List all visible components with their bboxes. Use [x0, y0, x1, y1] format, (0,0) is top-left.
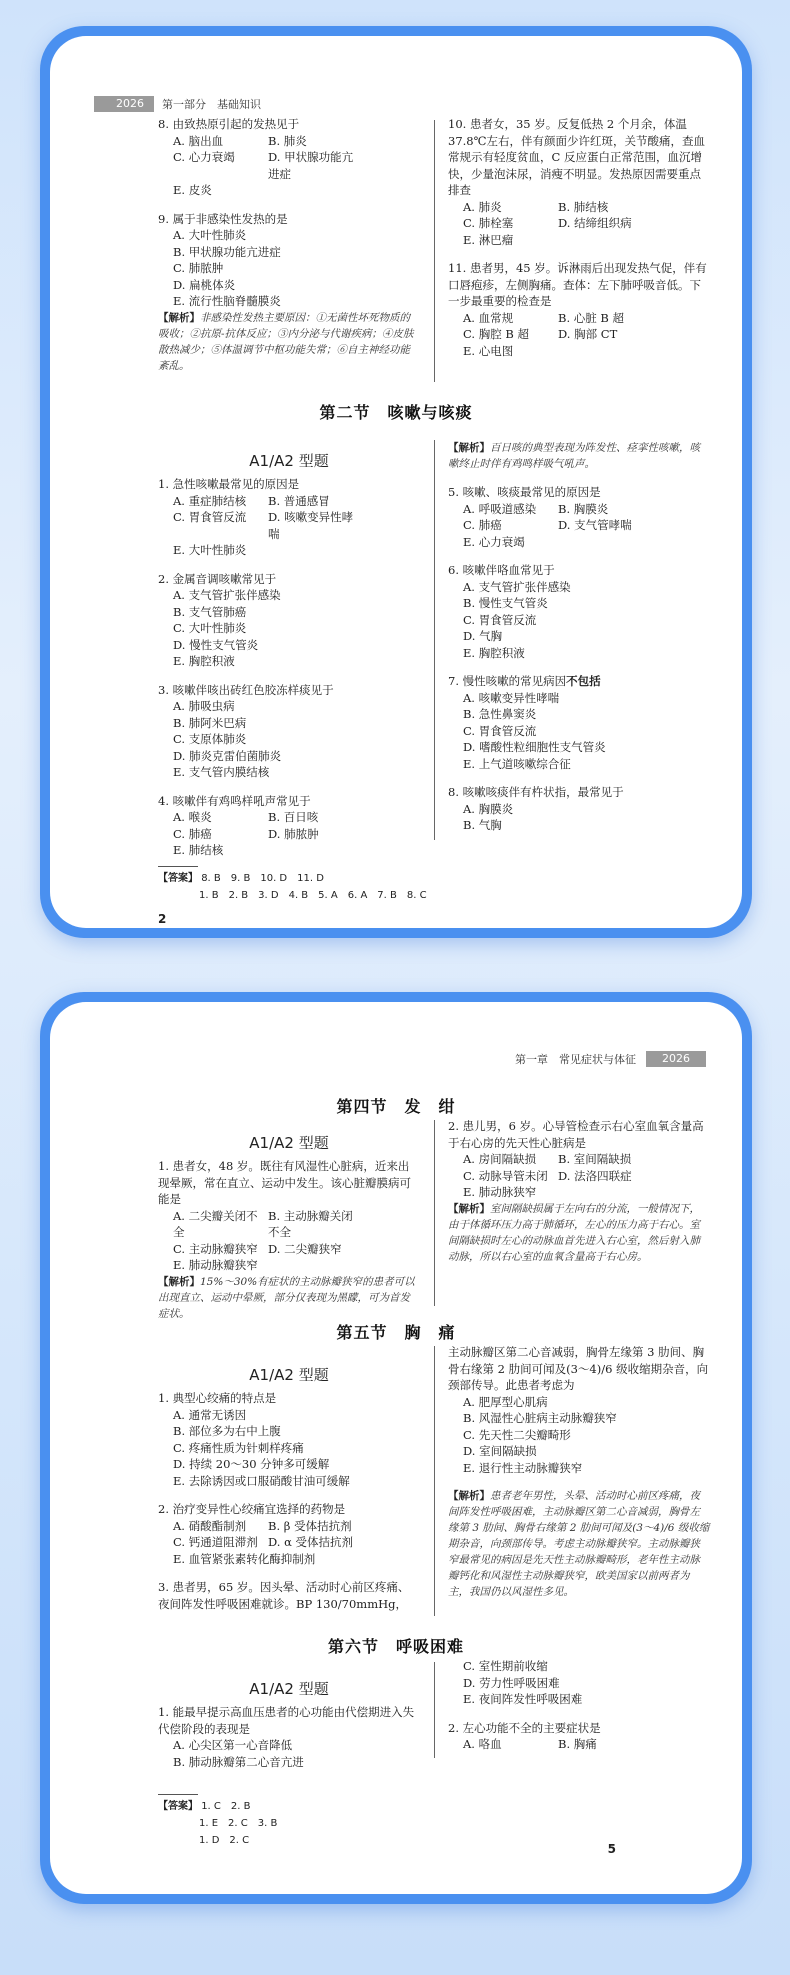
option-list [158, 809, 420, 859]
answer-option: C. 支原体肺炎 [173, 732, 247, 746]
question-stem [158, 793, 420, 810]
option-row [463, 199, 710, 216]
answer-option: B. 心脏 B 超 [558, 310, 625, 325]
answer-option: D. 结缔组织病 [558, 216, 632, 230]
answer-option: E. 心力衰竭 [463, 534, 525, 549]
page-number: 5 [607, 1842, 616, 1856]
question-type-title: A1/A2 型题 [249, 1680, 329, 1698]
answer-option: E. 大叶性肺炎 [173, 543, 247, 557]
question-block [158, 1158, 420, 1322]
column-divider [434, 440, 435, 840]
answer-option: E. 夜间阵发性呼吸困难 [463, 1692, 583, 1706]
option-row [173, 1534, 420, 1551]
question-block [158, 1390, 420, 1489]
option-row [463, 501, 710, 518]
option-list [448, 310, 710, 360]
question-stem [448, 1720, 710, 1737]
answer-option: A. 咳嗽变异性哮喘 [463, 690, 560, 705]
question-stem [158, 1579, 420, 1612]
option-list [158, 1737, 420, 1770]
option-list [448, 1736, 710, 1753]
question-block [158, 116, 420, 199]
question-block [158, 682, 420, 781]
answer-option: B. 肺炎 [268, 133, 307, 148]
question-stem [158, 1704, 420, 1737]
answer-option: A. 脑出血 [173, 133, 224, 148]
answer-option: C. 肺癌 [173, 826, 212, 841]
left-column-bottom [158, 476, 420, 871]
answer-option: A. 重症肺结核 [173, 493, 247, 508]
question-block [158, 571, 420, 670]
question-stem [448, 116, 710, 199]
question-block [158, 476, 420, 559]
option-list [158, 1407, 420, 1490]
option-list [158, 1518, 420, 1568]
column-divider [434, 1662, 435, 1758]
answer-option: A. 硝酸酯制剂 [173, 1518, 247, 1533]
analysis-label: 【解析】 [158, 311, 200, 324]
question-stem [448, 1118, 710, 1151]
question-stem [448, 260, 710, 310]
answer-option: D. α 受体拮抗剂 [268, 1535, 354, 1549]
question-stem-text: 7. 慢性咳嗽的常见病因 [448, 674, 567, 688]
answer-option: D. 法洛四联症 [558, 1168, 632, 1183]
answer-option: B. 百日咳 [268, 810, 319, 824]
question-stem-text: 11. 患者男，45 岁。诉淋雨后出现发热气促，伴有口唇疱疹，左侧胸痛。查体：左下肺呼吸音低。下一步最重要的检查是 [448, 261, 707, 308]
section4-right [448, 1118, 710, 1277]
answer-option: B. 肺阿米巴病 [173, 715, 247, 730]
page-paper-2 [50, 1002, 742, 1894]
question-block [448, 116, 710, 248]
answer-option: C. 胃食管反流 [463, 723, 537, 738]
question-stem-text: 3. 患者男，65 岁。因头晕、活动时心前区疼痛、夜间阵发性呼吸困难就诊。BP 130/70mmHg， [158, 1580, 410, 1611]
answer-option: C. 动脉导管未闭 [463, 1168, 548, 1183]
option-list [448, 690, 710, 773]
question-block [448, 562, 710, 661]
question-stem [158, 116, 420, 133]
answer-option: E. 肺结核 [173, 843, 224, 857]
option-list [158, 227, 420, 310]
year-tag: 2026 [94, 96, 154, 112]
answer-option: A. 肺炎 [463, 199, 502, 214]
page-card-1 [40, 26, 752, 938]
question-stem-text: 6. 咳嗽伴咯血常见于 [448, 563, 555, 577]
question-stem [158, 1390, 420, 1407]
option-list [448, 501, 710, 551]
answer-option: E. 退行性主动脉瓣狭窄 [463, 1460, 583, 1475]
left-column-top [158, 116, 420, 386]
answer-option: C. 疼痛性质为针刺样疼痛 [173, 1440, 304, 1455]
section6-right [448, 1658, 710, 1765]
answer-option: E. 上气道咳嗽综合征 [463, 756, 571, 771]
section5-left [158, 1390, 420, 1624]
question-block [158, 1704, 420, 1770]
answer-option: D. 肺炎克雷伯菌肺炎 [173, 748, 282, 763]
question-stem [158, 1501, 420, 1518]
question-stem [448, 562, 710, 579]
answer-option: D. 扁桃体炎 [173, 277, 236, 292]
question-stem-text: 2. 金属音调咳嗽常见于 [158, 571, 277, 586]
question-type-title: A1/A2 型题 [249, 452, 329, 470]
answer-option: D. 室间隔缺损 [463, 1444, 537, 1458]
answer-option: E. 去除诱因或口服硝酸甘油可缓解 [173, 1473, 350, 1488]
option-row [463, 326, 710, 343]
page-card-2 [40, 992, 752, 1904]
option-list [158, 1208, 420, 1274]
answer-option: B. 主动脉瓣关闭不全 [268, 1208, 353, 1239]
analysis-text: 非感染性发热主要原因：①无菌性坏死物质的吸收；②抗原-抗体反应；③内分泌与代谢疾病；④皮肤散热减少；⑤体温调节中枢功能失常；⑥自主神经功能紊乱。 [158, 311, 414, 372]
option-row [173, 1518, 420, 1535]
question-block [448, 484, 710, 550]
option-row [173, 493, 420, 510]
answer-option: E. 心电图 [463, 343, 514, 358]
analysis [158, 1274, 420, 1322]
option-row [173, 826, 420, 843]
question-stem-text: 2. 患儿男，6 岁。心导管检查示右心室血氧含量高于右心房的先天性心脏病是 [448, 1119, 704, 1150]
option-row [463, 215, 710, 232]
option-list [448, 1151, 710, 1201]
analysis-label: 【解析】 [448, 1202, 490, 1215]
question-block [158, 1579, 420, 1612]
question-stem-text: 4. 咳嗽伴有鸡鸣样吼声常见于 [158, 793, 311, 808]
question-block [448, 784, 710, 834]
answer-option: E. 淋巴瘤 [463, 232, 514, 247]
page-header [94, 96, 261, 112]
answer-option: E. 流行性脑脊髓膜炎 [173, 294, 281, 308]
answer-option: E. 肺动脉瓣狭窄 [173, 1258, 258, 1272]
answer-option: D. 甲状腺功能亢进症 [268, 150, 354, 181]
answer-option: A. 支气管扩张伴感染 [173, 588, 281, 602]
option-row [463, 517, 710, 534]
header-title: 第一部分 基础知识 [162, 98, 261, 111]
answer-option: E. 胸腔积液 [173, 654, 235, 668]
question-block [448, 1118, 710, 1265]
option-row [173, 1241, 420, 1258]
analysis [158, 310, 420, 374]
page-header [507, 1051, 706, 1067]
section5-right [448, 1344, 710, 1612]
answer-option: D. 二尖瓣狭窄 [268, 1241, 342, 1256]
answer-option: B. 胸膜炎 [558, 501, 609, 516]
section6-left [158, 1704, 420, 1782]
section-title: 第四节 发 绀 [336, 1097, 456, 1116]
answer-option: B. 部位多为右中上腹 [173, 1424, 281, 1438]
answer-option: D. 慢性支气管炎 [173, 637, 259, 652]
answer-option: A. 肺吸虫病 [173, 699, 235, 713]
question-stem-text: 2. 左心功能不全的主要症状是 [448, 1720, 601, 1735]
answer-option: B. 室间隔缺损 [558, 1152, 632, 1166]
question-stem-text: 10. 患者女，35 岁。反复低热 2 个月余，体温 37.8℃左右，伴有颜面少许红斑，关节酸痛，查血常规示有轻度贫血，C 反应蛋白正常范围，血沉增快，少量泡沫尿，消瘦不明显。发热原因需要重点排查 [448, 117, 705, 197]
option-list [158, 493, 420, 559]
question-type-title: A1/A2 型题 [249, 1366, 329, 1384]
page-paper-1 [50, 36, 742, 928]
answer-key: 【答案】 8. B 9. B 10. D 11. D 1. B 2. B 3. D 4. B 5. A 6. A 7. B 8. C [158, 866, 427, 904]
answer-option: A. 支气管扩张伴感染 [463, 579, 571, 594]
answer-option: C. 室性期前收缩 [463, 1659, 548, 1673]
question-stem-text: 8. 由致热原引起的发热见于 [158, 117, 300, 131]
answer-option: C. 钙通道阻滞剂 [173, 1535, 258, 1549]
question-stem-text: 5. 咳嗽、咳痰最常见的原因是 [448, 485, 601, 499]
option-row [173, 509, 420, 542]
answer-option: C. 胃食管反流 [463, 612, 537, 627]
answer-option: C. 胃食管反流 [173, 510, 247, 524]
answer-option: C. 大叶性肺炎 [173, 621, 247, 635]
answer-option: D. 持续 20～30 分钟多可缓解 [173, 1457, 330, 1471]
question-stem-text: 8. 咳嗽咳痰伴有杵状指，最常见于 [448, 785, 624, 799]
option-row [463, 1736, 710, 1753]
question-stem [158, 211, 420, 228]
answer-option: B. 支气管肺癌 [173, 604, 247, 619]
answer-option: E. 皮炎 [173, 183, 212, 197]
question-stem-text: 1. 患者女，48 岁。既往有风湿性心脏病，近来出现晕厥，常在直立、运动中发生。该心脏瓣膜病可能是 [158, 1159, 411, 1206]
answer-option: D. 咳嗽变异性哮喘 [268, 510, 354, 541]
answer-option: A. 胸膜炎 [463, 801, 514, 816]
answer-option: A. 咯血 [463, 1737, 502, 1751]
section-title: 第二节 咳嗽与咳痰 [319, 403, 473, 422]
question-stem-text: 1. 能最早提示高血压患者的心功能由代偿期进入失代偿阶段的表现是 [158, 1705, 415, 1736]
answer-option: B. 普通感冒 [268, 493, 330, 508]
question-block [448, 1720, 710, 1753]
question-block [158, 1501, 420, 1567]
question-stem [448, 484, 710, 501]
option-row [463, 1168, 710, 1185]
option-row [173, 149, 420, 182]
option-list [448, 801, 710, 834]
option-list [448, 579, 710, 662]
question-stem-text: 1. 急性咳嗽最常见的原因是 [158, 477, 300, 491]
option-list [158, 587, 420, 670]
answer-option: D. 胸部 CT [558, 327, 618, 341]
section-title: 第六节 呼吸困难 [327, 1637, 464, 1656]
answer-option: B. 甲状腺功能亢进症 [173, 244, 281, 259]
header-title: 第一章 常见症状与体征 [515, 1053, 636, 1066]
answer-option: B. 慢性支气管炎 [463, 596, 548, 610]
question-stem-emphasis: 不包括 [566, 674, 601, 688]
answer-option: A. 血常规 [463, 310, 514, 325]
answer-key: 【答案】 1. C 2. B 1. E 2. C 3. B 1. D 2. C [158, 1794, 277, 1849]
answer-option: A. 房间隔缺损 [463, 1152, 537, 1166]
answer-option: D. 支气管哮喘 [558, 518, 632, 532]
question-stem [158, 1158, 420, 1208]
answer-option: D. 气胸 [463, 629, 503, 643]
question-block [158, 793, 420, 859]
answer-option: B. 气胸 [463, 818, 502, 832]
answer-option: A. 通常无诱因 [173, 1407, 247, 1422]
analysis [448, 1201, 710, 1265]
question-stem-text: 9. 属于非感染性发热的是 [158, 211, 288, 226]
answer-option: A. 肥厚型心肌病 [463, 1394, 548, 1409]
answer-option: C. 主动脉瓣狭窄 [173, 1241, 258, 1256]
analysis-label: 【解析】 [158, 1275, 200, 1288]
answer-option: E. 胸腔积液 [463, 645, 525, 660]
analysis: 【解析】患者老年男性，头晕、活动时心前区疼痛，夜间阵发性呼吸困难，主动脉瓣区第二心音减弱，胸骨左缘第 3 肋间、胸骨右缘第 2 肋间可闻及(3～4)/6 级收缩期杂音，向颈部传导。考虑主动脉瓣狭窄。主动脉瓣狭窄最常见的病因是先天性主动脉瓣畸形，老年性主动脉瓣钙化和风湿性主动脉瓣狭窄，欧美国家以前两者为主，我国仍以风湿性多见。 [448, 1490, 710, 1598]
question-block [448, 673, 710, 772]
answer-option: B. 肺动脉瓣第二心音亢进 [173, 1754, 304, 1769]
question-stem-text: 3. 咳嗽伴咳出砖红色胶冻样痰见于 [158, 682, 334, 697]
answer-option: B. 胸痛 [558, 1737, 597, 1751]
answer-option: C. 胸腔 B 超 [463, 327, 529, 341]
question-stem [158, 476, 420, 493]
column-divider [434, 1346, 435, 1616]
answer-option: A. 呼吸道感染 [463, 501, 537, 516]
answer-option: B. 急性鼻窦炎 [463, 707, 537, 721]
answer-option: A. 心尖区第一心音降低 [173, 1738, 293, 1752]
year-tag: 2026 [646, 1051, 706, 1067]
answer-option: B. β 受体拮抗剂 [268, 1518, 352, 1533]
question-stem-text: 2. 治疗变异性心绞痛宜选择的药物是 [158, 1502, 346, 1516]
option-row [173, 1208, 420, 1241]
question-stem-continued: 主动脉瓣区第二心音减弱，胸骨左缘第 3 肋间、胸骨右缘第 2 肋间可闻及(3～4)/6 级收缩期杂音，向颈部传导。此患者考虑为 [448, 1345, 709, 1392]
answer-option: E. 血管紧张素转化酶抑制剂 [173, 1551, 316, 1566]
column-divider [434, 120, 435, 382]
answer-option: E. 支气管内膜结核 [173, 765, 270, 779]
answer-option: C. 先天性二尖瓣畸形 [463, 1427, 571, 1442]
option-list [158, 698, 420, 781]
answer-option: D. 劳力性呼吸困难 [463, 1675, 560, 1690]
answer-option: D. 嗜酸性粒细胞性支气管炎 [463, 740, 606, 754]
answer-option: A. 大叶性肺炎 [173, 228, 247, 242]
section-title: 第五节 胸 痛 [336, 1323, 456, 1342]
column-divider [434, 1120, 435, 1306]
question-block [448, 260, 710, 359]
right-column-bottom [448, 440, 710, 846]
option-row [463, 310, 710, 327]
section4-left [158, 1158, 420, 1334]
question-stem [158, 571, 420, 588]
question-type-title: A1/A2 型题 [249, 1134, 329, 1152]
option-row [173, 809, 420, 826]
analysis-text: 室间隔缺损属于左向右的分流，一般情况下，由于体循环压力高于肺循环，左心的压力高于右心。室间隔缺损时左心的动脉血首先进入右心室，然后射入肺动脉，所以右心室的血氧含量高于右心房。 [448, 1202, 700, 1263]
page-number: 2 [158, 912, 167, 926]
answer-option: A. 喉炎 [173, 810, 212, 824]
answer-option: C. 肺癌 [463, 518, 502, 532]
question-stem [448, 673, 710, 690]
answer-option: D. 肺脓肿 [268, 826, 319, 841]
answer-option: B. 肺结核 [558, 199, 609, 214]
question-stem [448, 784, 710, 801]
option-row [173, 133, 420, 150]
question-stem-text: 1. 典型心绞痛的特点是 [158, 1391, 277, 1405]
right-column-top [448, 116, 710, 371]
answer-option: C. 肺栓塞 [463, 216, 514, 230]
answer-option: E. 肺动脉狭窄 [463, 1185, 537, 1199]
answer-option: C. 肺脓肿 [173, 261, 224, 275]
option-list [158, 133, 420, 199]
question-stem [158, 682, 420, 699]
analysis: 【解析】百日咳的典型表现为阵发性、痉挛性咳嗽，咳嗽终止时伴有鸡鸣样吸气吼声。 [448, 442, 700, 470]
option-row [463, 1151, 710, 1168]
answer-option: B. 风湿性心脏病主动脉瓣狭窄 [463, 1411, 617, 1425]
option-list [448, 199, 710, 249]
answer-option: C. 心力衰竭 [173, 150, 235, 164]
answer-option: A. 二尖瓣关闭不全 [173, 1208, 258, 1239]
question-block [158, 211, 420, 374]
analysis-text: 15%～30%有症状的主动脉瓣狭窄的患者可以出现直立、运动中晕厥，部分仅表现为黑矇，可为首发症状。 [158, 1275, 415, 1320]
